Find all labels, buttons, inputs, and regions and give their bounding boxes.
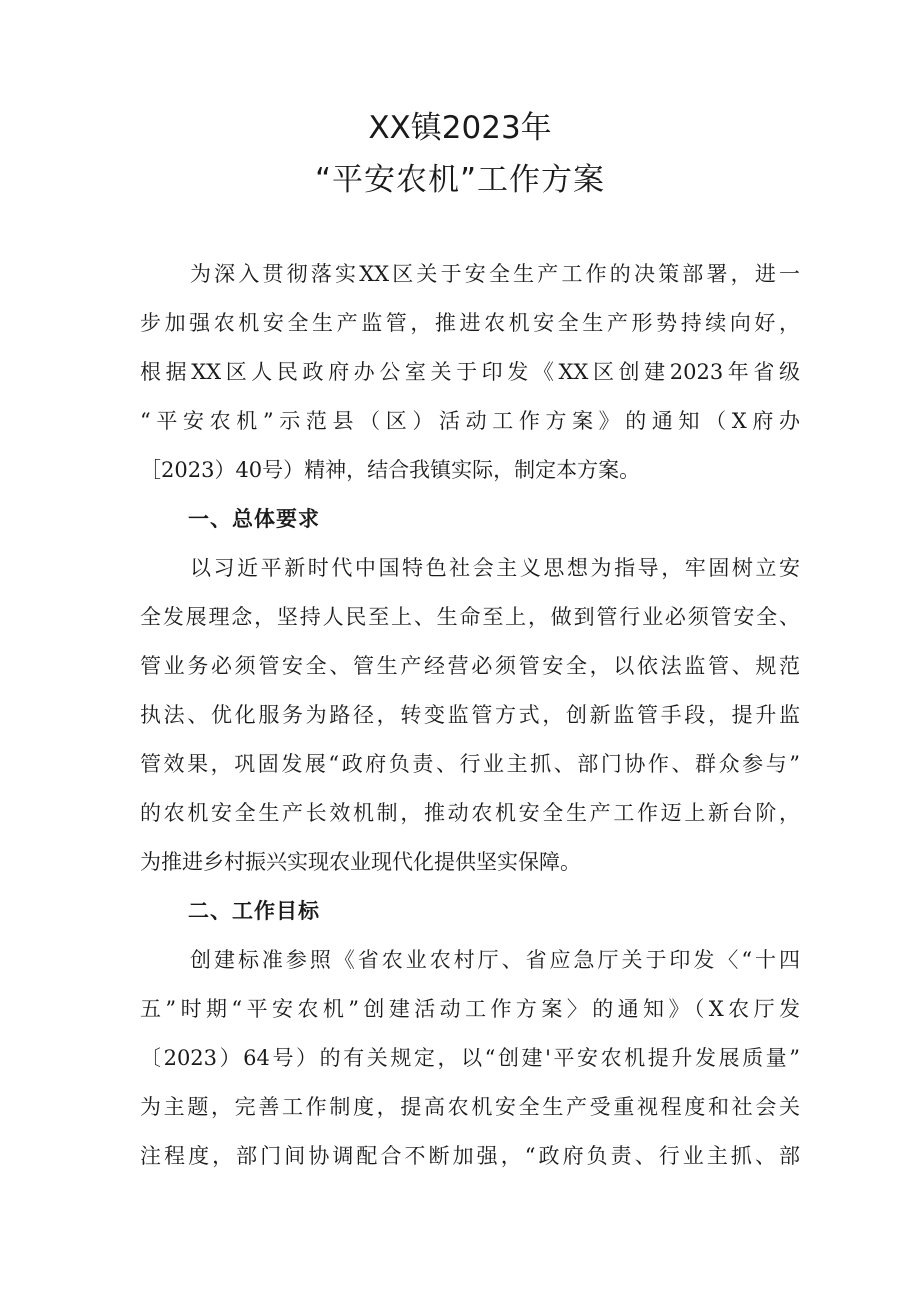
section2-line: 注程度，部门间协调配合不断加强，“政府负责、行业主抓、部	[140, 1144, 800, 1168]
section1-line: 管效果，巩固发展“政府负责、行业主抓、部门协作、群众参与”	[140, 752, 800, 776]
section-heading-work-objectives: 二、工作目标	[188, 899, 320, 923]
document-title-line-1: XX镇2023年	[368, 110, 552, 146]
document-title-line-2: “平安农机”工作方案	[314, 162, 606, 198]
section1-line: 的农机安全生产长效机制，推动农机安全生产工作迈上新台阶，	[140, 801, 800, 825]
intro-line: “平安农机”示范县（区）活动工作方案》的通知（X府办	[140, 409, 800, 433]
section2-line: 为主题，完善工作制度，提高农机安全生产受重视程度和社会关	[140, 1095, 800, 1119]
section2-line: 创建标准参照《省农业农村厅、省应急厅关于印发〈“十四	[190, 948, 800, 972]
intro-line: ［2023）40号）精神，结合我镇实际，制定本方案。	[140, 458, 641, 482]
intro-line: 为深入贯彻落实XX区关于安全生产工作的决策部署，进一	[190, 262, 800, 286]
intro-line: 根据XX区人民政府办公室关于印发《XX区创建2023年省级	[140, 360, 800, 384]
section1-line: 管业务必须管安全、管生产经营必须管安全，以依法监管、规范	[140, 654, 800, 678]
section1-line: 全发展理念，坚持人民至上、生命至上，做到管行业必须管安全、	[140, 605, 800, 629]
intro-line: 步加强农机安全生产监管，推进农机安全生产形势持续向好，	[140, 311, 800, 335]
section2-line: 〔2023）64号）的有关规定，以“创建'平安农机提升发展质量”	[140, 1046, 800, 1070]
section1-line: 为推进乡村振兴实现农业现代化提供坚实保障。	[140, 850, 581, 874]
section-heading-overall-requirements: 一、总体要求	[188, 507, 320, 531]
section1-line: 以习近平新时代中国特色社会主义思想为指导，牢固树立安	[190, 556, 800, 580]
section2-line: 五”时期“平安农机”创建活动工作方案〉的通知》（X农厅发	[140, 997, 800, 1021]
section1-line: 执法、优化服务为路径，转变监管方式，创新监管手段，提升监	[140, 703, 800, 727]
